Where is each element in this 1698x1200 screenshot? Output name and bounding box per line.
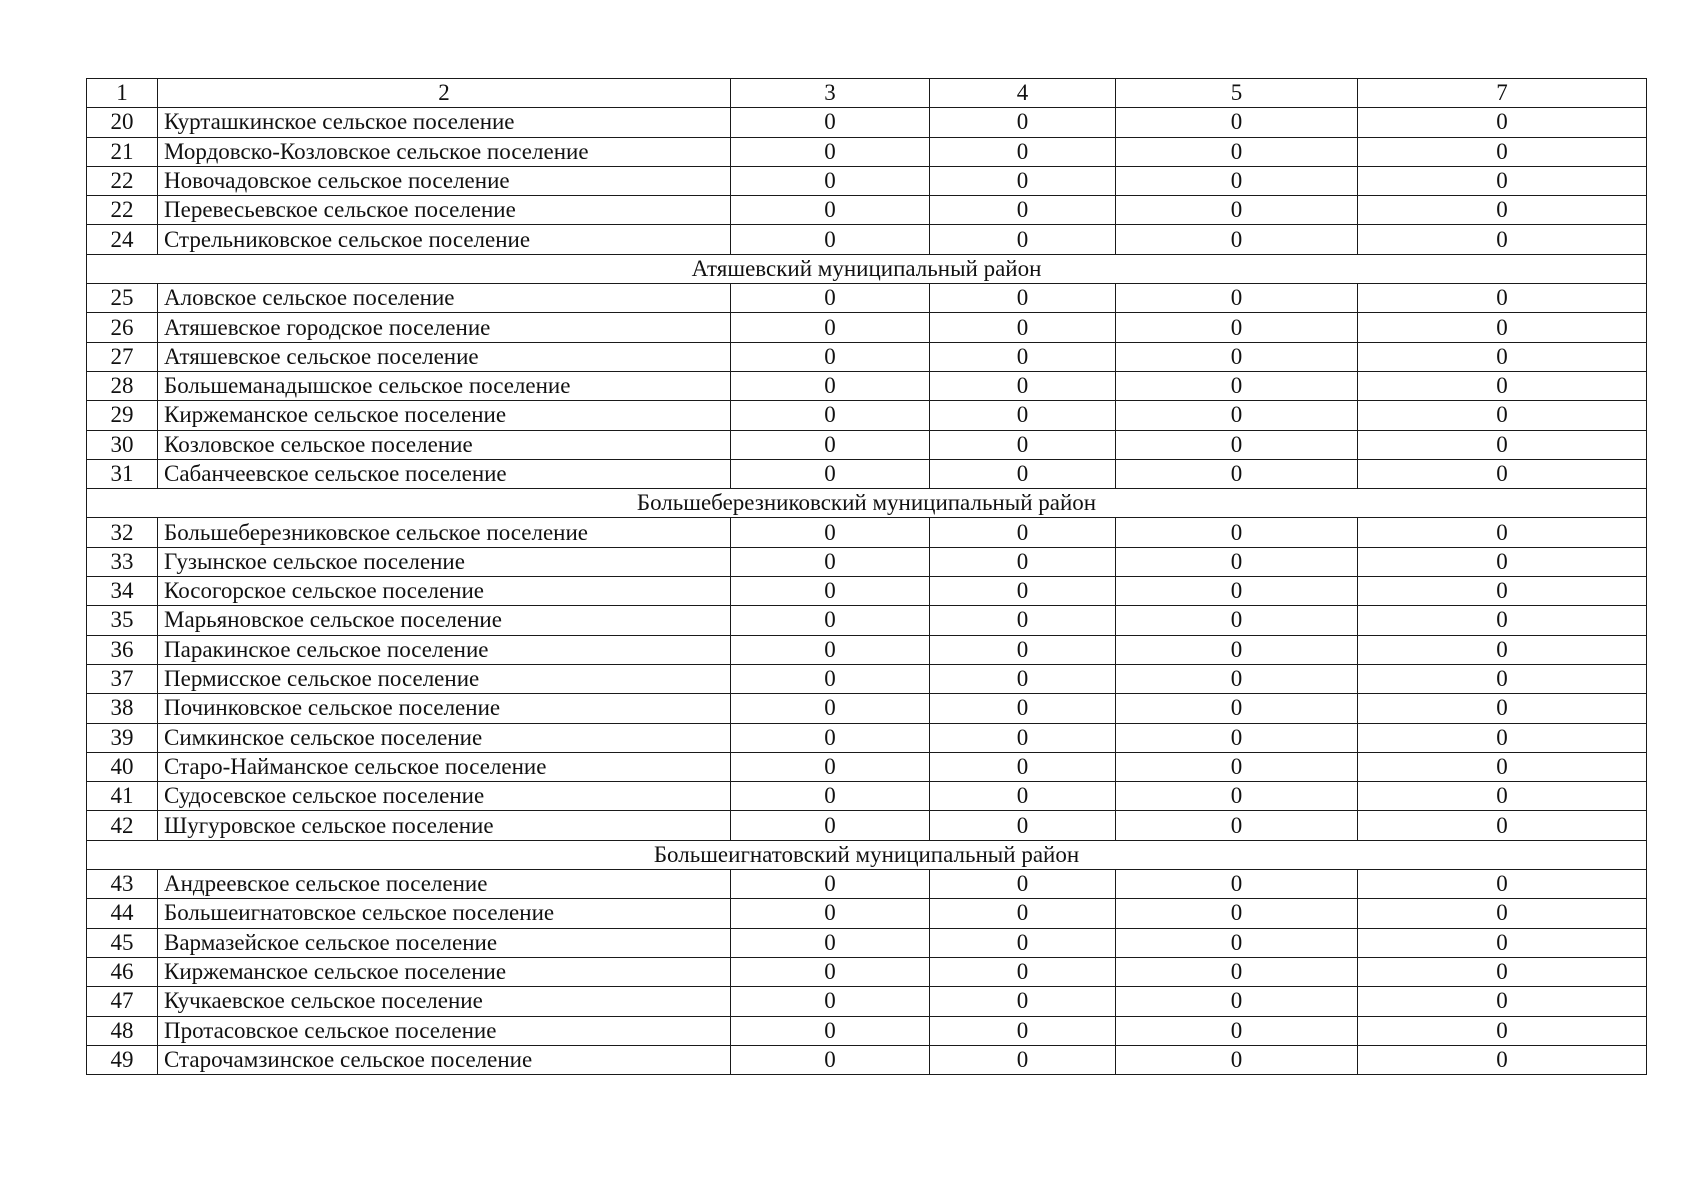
value-cell: 0 bbox=[1116, 196, 1358, 225]
value-cell: 0 bbox=[1116, 459, 1358, 488]
value-cell: 0 bbox=[1116, 166, 1358, 195]
value-cell: 0 bbox=[1358, 811, 1647, 840]
value-cell: 0 bbox=[1116, 547, 1358, 576]
value-cell: 0 bbox=[1358, 1045, 1647, 1074]
table-row bbox=[87, 225, 1647, 254]
settlement-name: Косогорское сельское поселение bbox=[158, 577, 731, 606]
value-cell: 0 bbox=[1358, 166, 1647, 195]
row-number: 41 bbox=[87, 782, 158, 811]
table-row bbox=[87, 577, 1647, 606]
value-cell: 0 bbox=[1358, 313, 1647, 342]
value-cell: 0 bbox=[930, 782, 1116, 811]
value-cell: 0 bbox=[1358, 987, 1647, 1016]
value-cell: 0 bbox=[731, 137, 930, 166]
row-number: 46 bbox=[87, 957, 158, 986]
value-cell: 0 bbox=[1116, 899, 1358, 928]
table-row bbox=[87, 342, 1647, 371]
table-row bbox=[87, 870, 1647, 899]
value-cell: 0 bbox=[930, 342, 1116, 371]
value-cell: 0 bbox=[731, 313, 930, 342]
row-number: 33 bbox=[87, 547, 158, 576]
value-cell: 0 bbox=[731, 459, 930, 488]
value-cell: 0 bbox=[1116, 1016, 1358, 1045]
value-cell: 0 bbox=[731, 957, 930, 986]
value-cell: 0 bbox=[1358, 284, 1647, 313]
row-number: 22 bbox=[87, 196, 158, 225]
value-cell: 0 bbox=[930, 284, 1116, 313]
value-cell: 0 bbox=[731, 694, 930, 723]
value-cell: 0 bbox=[731, 606, 930, 635]
value-cell: 0 bbox=[930, 196, 1116, 225]
value-cell: 0 bbox=[930, 957, 1116, 986]
settlements-table bbox=[86, 78, 1647, 1075]
value-cell: 0 bbox=[1358, 664, 1647, 693]
row-number: 29 bbox=[87, 401, 158, 430]
value-cell: 0 bbox=[1116, 577, 1358, 606]
table-row bbox=[87, 196, 1647, 225]
row-number: 42 bbox=[87, 811, 158, 840]
value-cell: 0 bbox=[930, 166, 1116, 195]
value-cell: 0 bbox=[1116, 108, 1358, 137]
header-col-1: 1 bbox=[87, 79, 158, 108]
table-row bbox=[87, 1016, 1647, 1045]
value-cell: 0 bbox=[1116, 313, 1358, 342]
settlement-name: Судосевское сельское поселение bbox=[158, 782, 731, 811]
row-number: 44 bbox=[87, 899, 158, 928]
table-row bbox=[87, 430, 1647, 459]
settlement-name: Починковское сельское поселение bbox=[158, 694, 731, 723]
value-cell: 0 bbox=[930, 459, 1116, 488]
row-number: 39 bbox=[87, 723, 158, 752]
value-cell: 0 bbox=[930, 811, 1116, 840]
row-number: 22 bbox=[87, 166, 158, 195]
section-title: Большеберезниковский муниципальный район bbox=[87, 489, 1647, 518]
row-number: 34 bbox=[87, 577, 158, 606]
value-cell: 0 bbox=[731, 547, 930, 576]
row-number: 25 bbox=[87, 284, 158, 313]
value-cell: 0 bbox=[731, 577, 930, 606]
row-number: 21 bbox=[87, 137, 158, 166]
value-cell: 0 bbox=[1358, 928, 1647, 957]
value-cell: 0 bbox=[731, 1045, 930, 1074]
table-row bbox=[87, 987, 1647, 1016]
header-col-5: 5 bbox=[1116, 79, 1358, 108]
value-cell: 0 bbox=[731, 987, 930, 1016]
value-cell: 0 bbox=[1116, 342, 1358, 371]
row-number: 32 bbox=[87, 518, 158, 547]
table-row bbox=[87, 459, 1647, 488]
value-cell: 0 bbox=[1116, 371, 1358, 400]
table-row bbox=[87, 518, 1647, 547]
value-cell: 0 bbox=[1358, 870, 1647, 899]
row-number: 38 bbox=[87, 694, 158, 723]
value-cell: 0 bbox=[1116, 137, 1358, 166]
value-cell: 0 bbox=[930, 1016, 1116, 1045]
table-row bbox=[87, 401, 1647, 430]
table-row bbox=[87, 1045, 1647, 1074]
section-row bbox=[87, 489, 1647, 518]
value-cell: 0 bbox=[1358, 459, 1647, 488]
header-col-7: 7 bbox=[1358, 79, 1647, 108]
table-row bbox=[87, 635, 1647, 664]
table-row bbox=[87, 957, 1647, 986]
settlement-name: Старочамзинское сельское поселение bbox=[158, 1045, 731, 1074]
section-row bbox=[87, 840, 1647, 869]
value-cell: 0 bbox=[1116, 225, 1358, 254]
row-number: 20 bbox=[87, 108, 158, 137]
settlement-name: Большеберезниковское сельское поселение bbox=[158, 518, 731, 547]
value-cell: 0 bbox=[930, 137, 1116, 166]
settlement-name: Мордовско-Козловское сельское поселение bbox=[158, 137, 731, 166]
value-cell: 0 bbox=[1116, 694, 1358, 723]
value-cell: 0 bbox=[930, 606, 1116, 635]
row-number: 47 bbox=[87, 987, 158, 1016]
row-number: 36 bbox=[87, 635, 158, 664]
value-cell: 0 bbox=[1116, 782, 1358, 811]
value-cell: 0 bbox=[930, 313, 1116, 342]
value-cell: 0 bbox=[930, 108, 1116, 137]
value-cell: 0 bbox=[930, 723, 1116, 752]
table-row bbox=[87, 664, 1647, 693]
value-cell: 0 bbox=[1116, 635, 1358, 664]
row-number: 45 bbox=[87, 928, 158, 957]
table-row bbox=[87, 899, 1647, 928]
value-cell: 0 bbox=[1116, 401, 1358, 430]
settlement-name: Новочадовское сельское поселение bbox=[158, 166, 731, 195]
header-col-3: 3 bbox=[731, 79, 930, 108]
value-cell: 0 bbox=[731, 928, 930, 957]
value-cell: 0 bbox=[1358, 752, 1647, 781]
table-row bbox=[87, 284, 1647, 313]
value-cell: 0 bbox=[930, 664, 1116, 693]
settlement-name: Большеигнатовское сельское поселение bbox=[158, 899, 731, 928]
value-cell: 0 bbox=[930, 547, 1116, 576]
value-cell: 0 bbox=[1358, 1016, 1647, 1045]
header-row bbox=[87, 79, 1647, 108]
value-cell: 0 bbox=[1358, 694, 1647, 723]
value-cell: 0 bbox=[1358, 430, 1647, 459]
value-cell: 0 bbox=[930, 928, 1116, 957]
value-cell: 0 bbox=[1116, 284, 1358, 313]
value-cell: 0 bbox=[731, 371, 930, 400]
table-row bbox=[87, 723, 1647, 752]
value-cell: 0 bbox=[731, 635, 930, 664]
value-cell: 0 bbox=[1358, 723, 1647, 752]
header-col-2: 2 bbox=[158, 79, 731, 108]
value-cell: 0 bbox=[1358, 225, 1647, 254]
settlement-name: Атяшевское городское поселение bbox=[158, 313, 731, 342]
settlement-name: Пермисское сельское поселение bbox=[158, 664, 731, 693]
table-row bbox=[87, 928, 1647, 957]
value-cell: 0 bbox=[731, 166, 930, 195]
value-cell: 0 bbox=[1116, 430, 1358, 459]
header-col-4: 4 bbox=[930, 79, 1116, 108]
value-cell: 0 bbox=[731, 108, 930, 137]
value-cell: 0 bbox=[731, 342, 930, 371]
settlement-name: Перевесьевское сельское поселение bbox=[158, 196, 731, 225]
value-cell: 0 bbox=[731, 723, 930, 752]
value-cell: 0 bbox=[1116, 870, 1358, 899]
value-cell: 0 bbox=[1116, 723, 1358, 752]
value-cell: 0 bbox=[930, 577, 1116, 606]
section-title: Атяшевский муниципальный район bbox=[87, 254, 1647, 283]
table-row bbox=[87, 371, 1647, 400]
value-cell: 0 bbox=[930, 899, 1116, 928]
value-cell: 0 bbox=[1358, 196, 1647, 225]
row-number: 35 bbox=[87, 606, 158, 635]
value-cell: 0 bbox=[930, 870, 1116, 899]
value-cell: 0 bbox=[1116, 811, 1358, 840]
settlement-name: Кучкаевское сельское поселение bbox=[158, 987, 731, 1016]
row-number: 26 bbox=[87, 313, 158, 342]
settlement-name: Протасовское сельское поселение bbox=[158, 1016, 731, 1045]
value-cell: 0 bbox=[1358, 137, 1647, 166]
row-number: 24 bbox=[87, 225, 158, 254]
row-number: 37 bbox=[87, 664, 158, 693]
value-cell: 0 bbox=[930, 430, 1116, 459]
value-cell: 0 bbox=[1116, 928, 1358, 957]
value-cell: 0 bbox=[930, 371, 1116, 400]
row-number: 40 bbox=[87, 752, 158, 781]
settlement-name: Козловское сельское поселение bbox=[158, 430, 731, 459]
value-cell: 0 bbox=[1116, 518, 1358, 547]
value-cell: 0 bbox=[1116, 957, 1358, 986]
settlement-name: Сабанчеевское сельское поселение bbox=[158, 459, 731, 488]
value-cell: 0 bbox=[1358, 957, 1647, 986]
value-cell: 0 bbox=[731, 518, 930, 547]
value-cell: 0 bbox=[1116, 1045, 1358, 1074]
row-number: 27 bbox=[87, 342, 158, 371]
row-number: 49 bbox=[87, 1045, 158, 1074]
row-number: 30 bbox=[87, 430, 158, 459]
table-row bbox=[87, 606, 1647, 635]
value-cell: 0 bbox=[1358, 342, 1647, 371]
value-cell: 0 bbox=[930, 1045, 1116, 1074]
value-cell: 0 bbox=[1358, 782, 1647, 811]
settlement-name: Гузынское сельское поселение bbox=[158, 547, 731, 576]
value-cell: 0 bbox=[731, 401, 930, 430]
settlement-name: Андреевское сельское поселение bbox=[158, 870, 731, 899]
table-row bbox=[87, 694, 1647, 723]
value-cell: 0 bbox=[731, 899, 930, 928]
value-cell: 0 bbox=[930, 518, 1116, 547]
value-cell: 0 bbox=[930, 987, 1116, 1016]
row-number: 48 bbox=[87, 1016, 158, 1045]
value-cell: 0 bbox=[1358, 899, 1647, 928]
settlement-name: Киржеманское сельское поселение bbox=[158, 957, 731, 986]
value-cell: 0 bbox=[1116, 752, 1358, 781]
section-row bbox=[87, 254, 1647, 283]
value-cell: 0 bbox=[731, 196, 930, 225]
value-cell: 0 bbox=[1358, 635, 1647, 664]
table-row bbox=[87, 782, 1647, 811]
settlement-name: Марьяновское сельское поселение bbox=[158, 606, 731, 635]
value-cell: 0 bbox=[1116, 664, 1358, 693]
value-cell: 0 bbox=[1358, 401, 1647, 430]
row-number: 31 bbox=[87, 459, 158, 488]
settlement-name: Старо-Найманское сельское поселение bbox=[158, 752, 731, 781]
table-row bbox=[87, 752, 1647, 781]
value-cell: 0 bbox=[930, 635, 1116, 664]
value-cell: 0 bbox=[1358, 371, 1647, 400]
value-cell: 0 bbox=[731, 752, 930, 781]
settlement-name: Большеманадышское сельское поселение bbox=[158, 371, 731, 400]
value-cell: 0 bbox=[731, 664, 930, 693]
table-row bbox=[87, 811, 1647, 840]
table-row bbox=[87, 108, 1647, 137]
value-cell: 0 bbox=[731, 811, 930, 840]
value-cell: 0 bbox=[1358, 518, 1647, 547]
value-cell: 0 bbox=[731, 870, 930, 899]
section-title: Большеигнатовский муниципальный район bbox=[87, 840, 1647, 869]
settlement-name: Киржеманское сельское поселение bbox=[158, 401, 731, 430]
value-cell: 0 bbox=[1116, 606, 1358, 635]
settlement-name: Шугуровское сельское поселение bbox=[158, 811, 731, 840]
settlement-name: Атяшевское сельское поселение bbox=[158, 342, 731, 371]
row-number: 43 bbox=[87, 870, 158, 899]
value-cell: 0 bbox=[930, 694, 1116, 723]
value-cell: 0 bbox=[1116, 987, 1358, 1016]
settlement-name: Вармазейское сельское поселение bbox=[158, 928, 731, 957]
row-number: 28 bbox=[87, 371, 158, 400]
value-cell: 0 bbox=[1358, 547, 1647, 576]
settlement-name: Симкинское сельское поселение bbox=[158, 723, 731, 752]
value-cell: 0 bbox=[930, 752, 1116, 781]
value-cell: 0 bbox=[731, 225, 930, 254]
value-cell: 0 bbox=[930, 225, 1116, 254]
value-cell: 0 bbox=[1358, 108, 1647, 137]
table-row bbox=[87, 547, 1647, 576]
value-cell: 0 bbox=[731, 1016, 930, 1045]
settlement-name: Паракинское сельское поселение bbox=[158, 635, 731, 664]
settlement-name: Курташкинское сельское поселение bbox=[158, 108, 731, 137]
value-cell: 0 bbox=[930, 401, 1116, 430]
value-cell: 0 bbox=[731, 430, 930, 459]
table-row bbox=[87, 313, 1647, 342]
settlement-name: Аловское сельское поселение bbox=[158, 284, 731, 313]
table-row bbox=[87, 137, 1647, 166]
value-cell: 0 bbox=[1358, 577, 1647, 606]
value-cell: 0 bbox=[731, 782, 930, 811]
table-body bbox=[87, 108, 1647, 1075]
table-row bbox=[87, 166, 1647, 195]
value-cell: 0 bbox=[1358, 606, 1647, 635]
settlement-name: Стрельниковское сельское поселение bbox=[158, 225, 731, 254]
value-cell: 0 bbox=[731, 284, 930, 313]
